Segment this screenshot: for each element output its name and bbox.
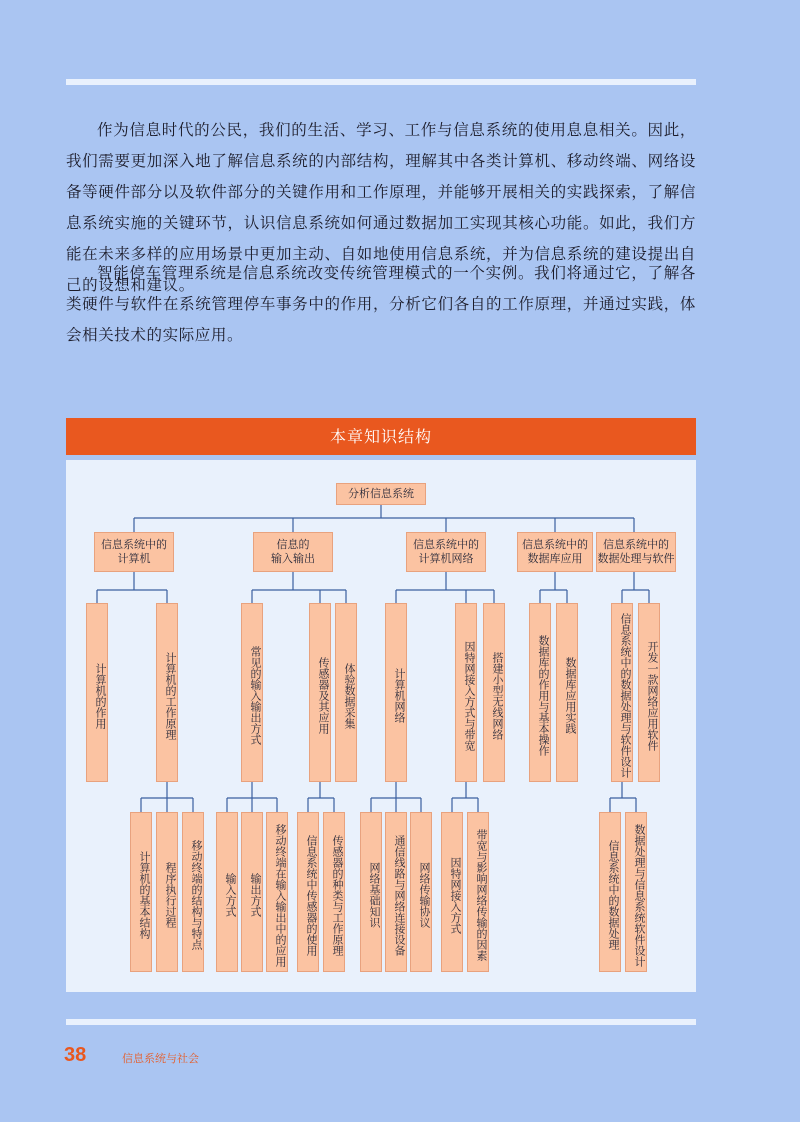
- category-database: 信息系统中的 数据库应用: [517, 532, 593, 572]
- detail-computer-structure: 计算机的基本结构: [130, 812, 152, 972]
- category-input-output: 信息的 输入输出: [253, 532, 333, 572]
- detail-network-protocols: 网络传输协议: [410, 812, 432, 972]
- detail-bandwidth: 带宽与影响网络传输的因素: [467, 812, 489, 972]
- subtopic-wireless-network: 搭建小型无线网络: [483, 603, 505, 782]
- subtopic-develop-app: 开发一款网络应用软件: [638, 603, 660, 782]
- section-title-banner: 本章知识结构: [66, 418, 696, 455]
- detail-network-basics: 网络基础知识: [360, 812, 382, 972]
- subtopic-database-role: 数据库的作用与基本操作: [529, 603, 551, 782]
- bottom-rule: [66, 1019, 696, 1025]
- subtopic-internet-access: 因特网接入方式与带宽: [455, 603, 477, 782]
- book-title: 信息系统与社会: [122, 1052, 199, 1065]
- category-network: 信息系统中的 计算机网络: [406, 532, 486, 572]
- subtopic-sensors: 传感器及其应用: [309, 603, 331, 782]
- subtopic-computer-role: 计算机的作用: [86, 603, 108, 782]
- subtopic-computer-network: 计算机网络: [385, 603, 407, 782]
- detail-program-execution: 程序执行过程: [156, 812, 178, 972]
- subtopic-database-practice: 数据库应用实践: [556, 603, 578, 782]
- detail-output-methods: 输出方式: [241, 812, 263, 972]
- detail-internet-access: 因特网接入方式: [441, 812, 463, 972]
- subtopic-computer-principle: 计算机的工作原理: [156, 603, 178, 782]
- subtopic-data-processing-design: 信息系统中的数据处理与软件设计: [611, 603, 633, 782]
- page-number: 38: [64, 1044, 87, 1066]
- category-computer: 信息系统中的 计算机: [94, 532, 174, 572]
- detail-mobile-io: 移动终端在输入输出中的应用: [266, 812, 288, 972]
- detail-data-processing: 信息系统中的数据处理: [599, 812, 621, 972]
- detail-network-devices: 通信线路与网络连接设备: [385, 812, 407, 972]
- detail-input-methods: 输入方式: [216, 812, 238, 972]
- detail-sensor-types: 传感器的种类与工作原理: [323, 812, 345, 972]
- top-rule: [66, 79, 696, 85]
- intro-paragraph-2: 智能停车管理系统是信息系统改变传统管理模式的一个实例。我们将通过它，了解各类硬件与软件在系统管理停车事务中的作用，分析它们各自的工作原理，并通过实践，体会相关技术的实际应用。: [66, 264, 696, 344]
- detail-sensor-usage: 信息系统中传感器的使用: [297, 812, 319, 972]
- detail-mobile-terminal: 移动终端的结构与特点: [182, 812, 204, 972]
- detail-software-design: 数据处理与信息系统软件设计: [625, 812, 647, 972]
- root-node: 分析信息系统: [336, 483, 426, 505]
- intro-paragraph-1: 作为信息时代的公民，我们的生活、学习、工作与信息系统的使用息息相关。因此，我们需要更加深入地了解信息系统的内部结构，理解其中各类计算机、移动终端、网络设备等硬件部分以及软件部分的关键作用和工作原理，并能够开展相关的实践探索，了解信息系统实施的关键环节，认识信息系统如何通过数据加工实现其核心功能。如此，我们方能在未来多样的应用场景中更加主动、自如地使用信息系统，并为信息系统的建设提出自己的设想和建议。: [66, 121, 696, 294]
- knowledge-structure-diagram: [66, 460, 696, 992]
- subtopic-io-methods: 常见的输入输出方式: [241, 603, 263, 782]
- category-data-processing: 信息系统中的 数据处理与软件: [596, 532, 676, 572]
- subtopic-data-collection: 体验数据采集: [335, 603, 357, 782]
